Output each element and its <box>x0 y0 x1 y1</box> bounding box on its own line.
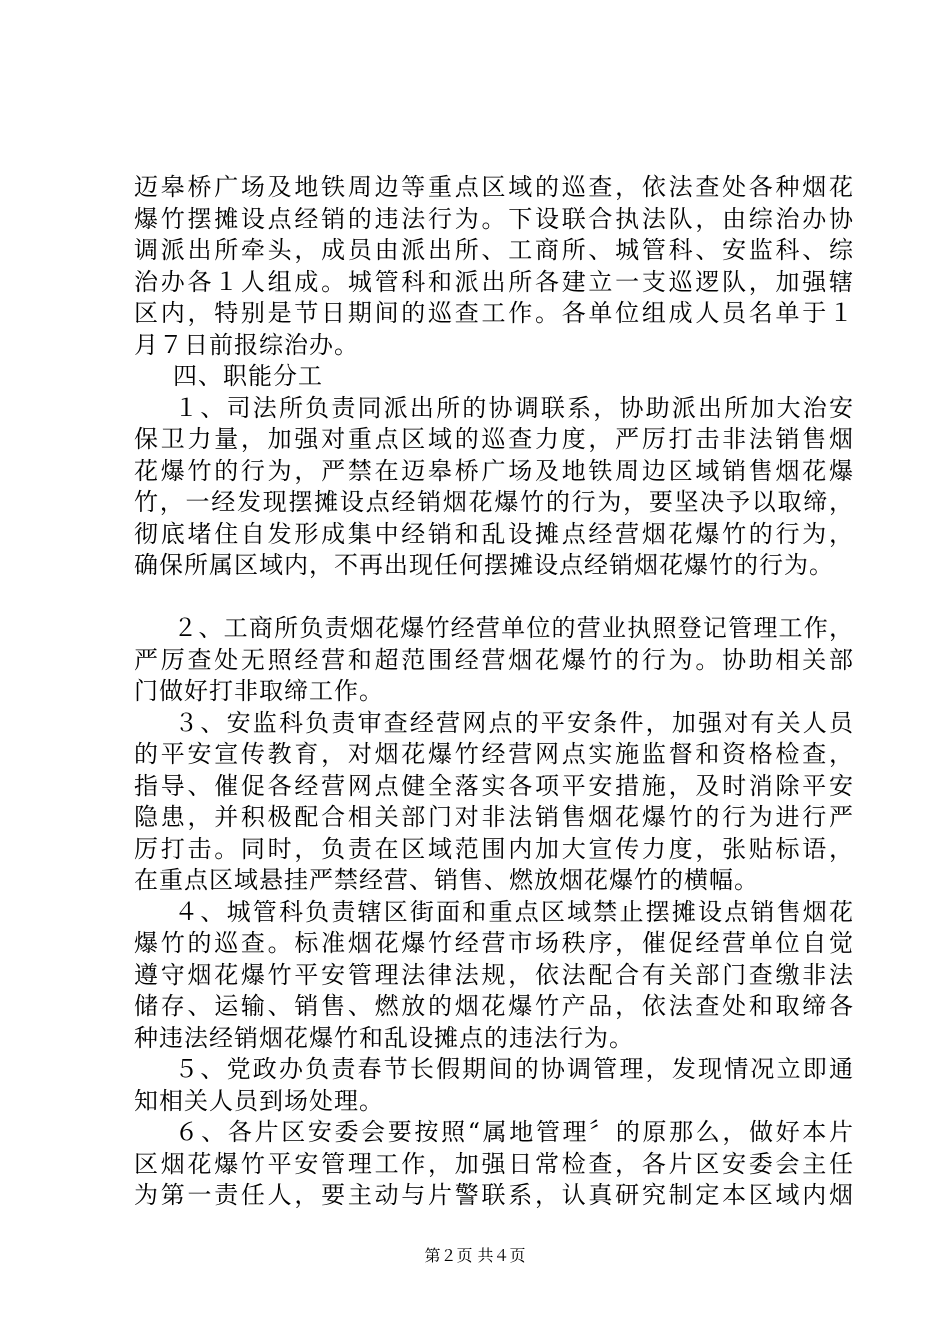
text-line: 的平安宣传教育，对烟花爆竹经营网点实施监督和资格检查， <box>134 740 854 768</box>
text-line: 为第一责任人，要主动与片警联系，认真研究制定本区域内烟 <box>134 1181 854 1209</box>
text-line: 彻底堵住自发形成集中经销和乱设摊点经营烟花爆竹的行为， <box>134 519 854 548</box>
section-heading: 四、职能分工 <box>148 362 323 390</box>
text-line: ３、安监科负责审查经营网点的平安条件，加强对有关人员 <box>148 708 854 737</box>
text-line: 知相关人员到场处理。 <box>134 1086 384 1115</box>
text-line: ４、城管科负责辖区街面和重点区域禁止摆摊设点销售烟花 <box>148 897 854 926</box>
text-line: ６、各片区安委会要按照“属地管理〞的原那么，做好本片 <box>148 1118 854 1146</box>
text-line: 厉打击。同时，负责在区域范围内加大宣传力度，张贴标语， <box>134 834 854 863</box>
text-line: 种违法经销烟花爆竹和乱设摊点的违法行为。 <box>134 1023 634 1052</box>
text-line: 在重点区域悬挂严禁经营、销售、燃放烟花爆竹的横幅。 <box>134 866 759 894</box>
page-number: 第２页 共４页 <box>424 1246 526 1265</box>
text-line: ５、党政办负责春节长假期间的协调管理，发现情况立即通 <box>148 1055 854 1083</box>
text-line: 迈皋桥广场及地铁周边等重点区域的巡查，依法查处各种烟花 <box>134 173 854 201</box>
text-line: 确保所属区域内，不再出现任何摆摊设点经销烟花爆竹的行为。 <box>134 551 834 579</box>
text-line: 调派出所牵头，成员由派出所、工商所、城管科、安监科、综 <box>134 236 854 264</box>
text-line: 月７日前报综治办。 <box>134 330 359 359</box>
text-line: 花爆竹的行为，严禁在迈皋桥广场及地铁周边区域销售烟花爆 <box>134 456 854 485</box>
text-line: ２、工商所负责烟花爆竹经营单位的营业执照登记管理工作， <box>148 614 854 642</box>
text-line: 指导、催促各经营网点健全落实各项平安措施，及时消除平安 <box>134 771 854 800</box>
text-line: 遵守烟花爆竹平安管理法律法规，依法配合有关部门查缴非法 <box>134 960 854 989</box>
text-line: 爆竹摆摊设点经销的违法行为。下设联合执法队，由综治办协 <box>134 204 854 233</box>
text-line: 竹，一经发现摆摊设点经销烟花爆竹的行为，要坚决予以取缔， <box>134 488 854 516</box>
text-line: 区内，特别是节日期间的巡查工作。各单位组成人员名单于１ <box>134 299 854 327</box>
text-line: １、司法所负责同派出所的协调联系，协助派出所加大治安 <box>148 393 854 422</box>
text-line: 爆竹的巡查。标准烟花爆竹经营市场秩序，催促经营单位自觉 <box>134 929 854 957</box>
text-line: 治办各１人组成。城管科和派出所各建立一支巡逻队，加强辖 <box>134 267 854 296</box>
text-line: 严厉查处无照经营和超范围经营烟花爆竹的行为。协助相关部 <box>134 645 854 674</box>
text-line: 区烟花爆竹平安管理工作，加强日常检查，各片区安委会主任 <box>134 1149 854 1178</box>
text-line: 门做好打非取缔工作。 <box>134 677 384 705</box>
text-line: 储存、运输、销售、燃放的烟花爆竹产品，依法查处和取缔各 <box>134 992 854 1020</box>
text-line: 隐患，并积极配合相关部门对非法销售烟花爆竹的行为进行严 <box>134 803 854 831</box>
text-line: 保卫力量，加强对重点区域的巡查力度，严厉打击非法销售烟 <box>134 425 854 453</box>
